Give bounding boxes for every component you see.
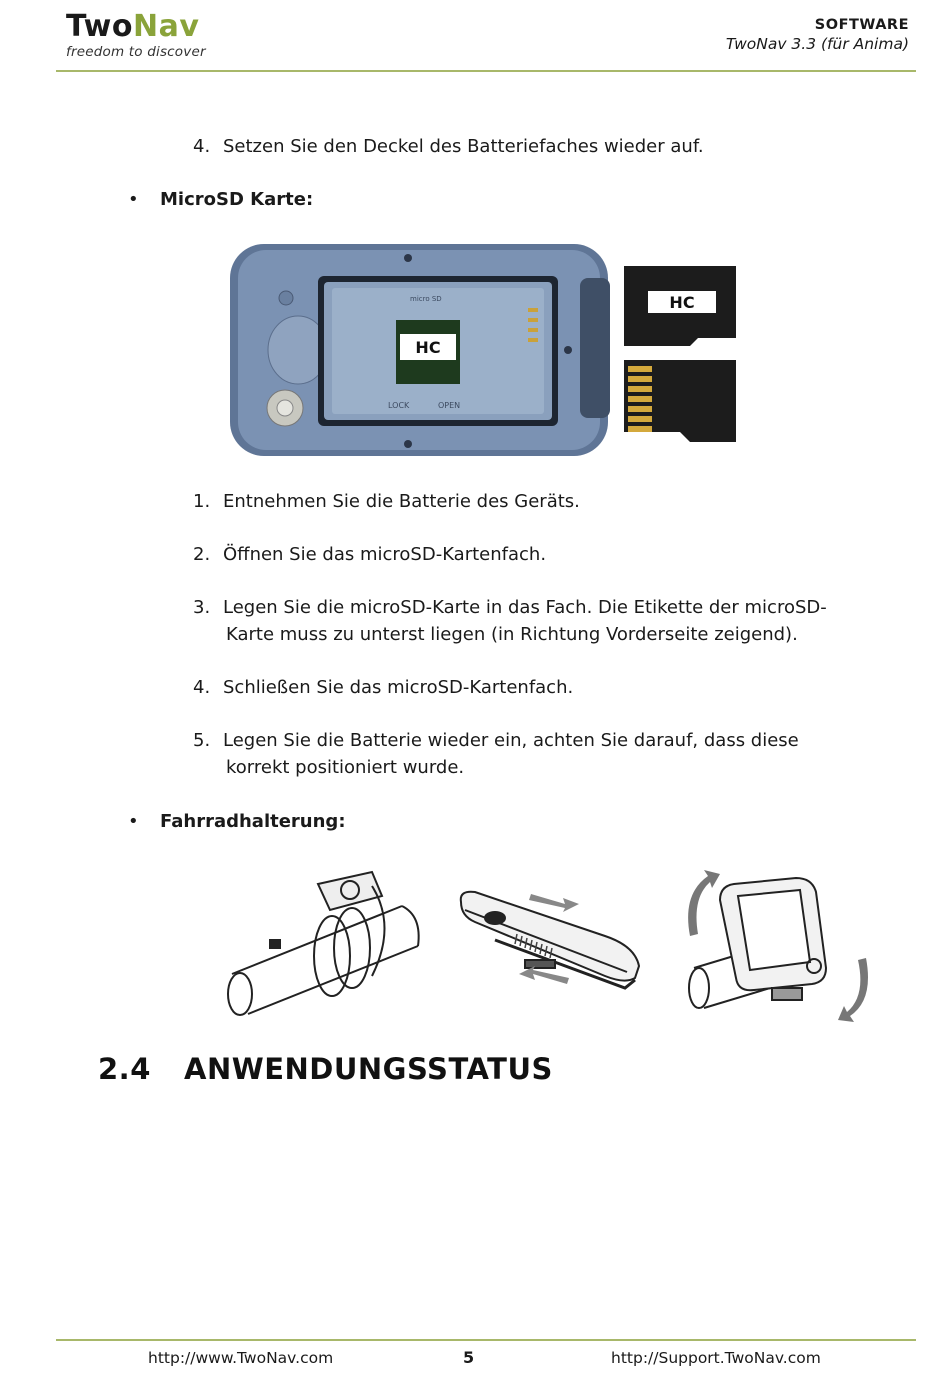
bike-mount-heading: Fahrradhalterung: xyxy=(160,811,346,832)
microsd-step-5-line-1: Legen Sie die Batterie wieder ein, achten Sie darauf, dass diese xyxy=(223,730,799,751)
slot-card-label: HC xyxy=(415,338,441,357)
lock-label: LOCK xyxy=(388,401,410,410)
slot-label: micro SD xyxy=(410,295,442,303)
footer-support-link[interactable]: http://Support.TwoNav.com xyxy=(611,1349,821,1367)
microsd-step-3-number: 3. xyxy=(193,597,211,618)
header-product: TwoNav 3.3 (für Anima) xyxy=(725,35,909,53)
microsd-step-4-number: 4. xyxy=(193,677,211,698)
microsd-step-3-line-2: Karte muss zu unterst liegen (in Richtung Vorderseite zeigend). xyxy=(226,624,798,645)
section-title: ANWENDUNGSSTATUS xyxy=(184,1052,553,1086)
intro-step-text: Setzen Sie den Deckel des Batteriefaches wieder auf. xyxy=(223,136,704,157)
microsd-heading: MicroSD Karte: xyxy=(160,189,314,210)
bike-mount-step-1-illustration xyxy=(222,866,430,1018)
microsd-step-2-text: Öffnen Sie das microSD-Kartenfach. xyxy=(223,544,547,565)
microsd-step-1-text: Entnehmen Sie die Batterie des Geräts. xyxy=(223,491,580,512)
logo-tagline: freedom to discover xyxy=(66,44,206,60)
microsd-device-illustration xyxy=(228,238,740,460)
footer-page-number: 5 xyxy=(463,1348,475,1367)
footer-rule xyxy=(56,1339,916,1341)
microsd-step-1-number: 1. xyxy=(193,491,211,512)
footer-website-link[interactable]: http://www.TwoNav.com xyxy=(148,1349,334,1367)
section-heading xyxy=(98,1052,553,1086)
microsd-step-2-number: 2. xyxy=(193,544,211,565)
open-label: OPEN xyxy=(438,401,461,410)
section-number: 2.4 xyxy=(98,1052,151,1086)
microsd-step-4-text: Schließen Sie das microSD-Kartenfach. xyxy=(223,677,574,698)
logo-two: Two xyxy=(66,9,133,44)
card-front-label: HC xyxy=(669,293,695,312)
header-rule xyxy=(56,70,916,72)
bullet-microsd: • xyxy=(128,189,139,210)
intro-step-number: 4. xyxy=(193,136,211,157)
header-section: SOFTWARE xyxy=(814,17,909,33)
bike-mount-step-2-illustration xyxy=(455,880,647,1000)
page-header xyxy=(0,0,950,75)
bike-mount-step-3-illustration xyxy=(680,866,876,1024)
bullet-bike-mount: • xyxy=(128,811,139,832)
microsd-step-5-line-2: korrekt positioniert wurde. xyxy=(226,757,465,778)
microsd-step-5-number: 5. xyxy=(193,730,211,751)
twonav-logo xyxy=(66,10,206,60)
microsd-step-3-line-1: Legen Sie die microSD-Karte in das Fach. Die Etikette der microSD- xyxy=(223,597,827,618)
logo-nav: Nav xyxy=(133,9,200,44)
header-meta xyxy=(726,17,909,53)
